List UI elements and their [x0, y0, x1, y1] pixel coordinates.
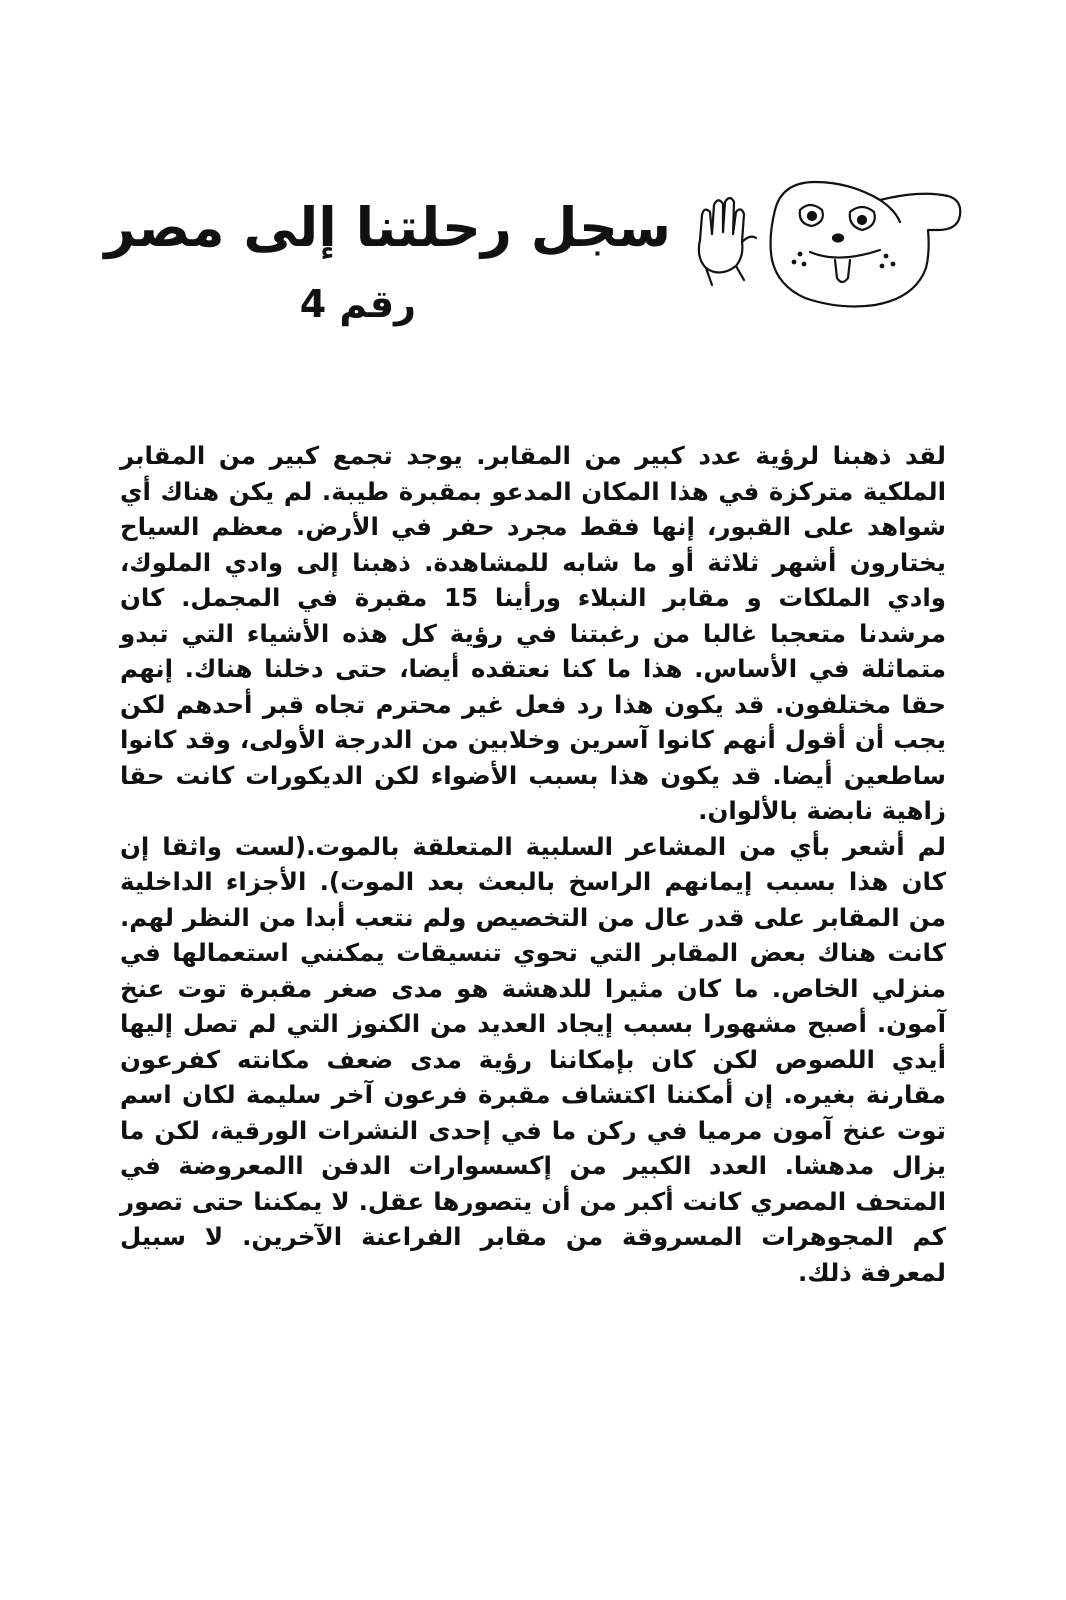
page-title: سجل رحلتنا إلى مصر [104, 196, 671, 259]
waving-dog-icon [690, 160, 980, 325]
journal-body [120, 438, 946, 1290]
paragraph: لقد ذهبنا لرؤية عدد كبير من المقابر. يوجد تجمع كبير من المقابر الملكية متركزة في هذا المكان المدعو بمقبرة طيبة. لم يكن هناك أي شواهد على القبور، إنها فقط مجرد حفر في الأرض. معظم السياح يختارون أشهر ثلاثة أو ما شابه للمشاهدة. ذهبنا إلى وادي الملوك، وادي الملكات و مقابر النبلاء ورأينا 15 مقبرة في المجمل. كان مرشدنا متعجبا غالبا من رغبتنا في رؤية كل هذه الأشياء التي تبدو متماثلة في الأساس. هذا ما كنا نعتقده أيضا، حتى دخلنا هناك. إنهم حقا مختلفون. قد يكون هذا رد فعل غير محترم تجاه قبر أحدهم لكن يجب أن أقول أنهم كانوا آسرين وخلابين من الدرجة الأولى، وقد كانوا ساطعين أيضا. قد يكون هذا بسبب الأضواء لكن الديكورات كانت حقا زاهية نابضة بالألوان. [120, 441, 946, 825]
paragraph: لم أشعر بأي من المشاعر السلبية المتعلقة بالموت.(لست واثقا إن كان هذا بسبب إيمانهم الراسخ بالبعث بعد الموت). الأجزاء الداخلية من المقابر على قدر عال من التخصيص ولم نتعب أبدا من النظر لهم. كانت هناك بعض المقابر التي تحوي تنسيقات يمكنني استعمالها في منزلي الخاص. ما كان مثيرا للدهشة هو مدى صغر مقبرة توت عنخ آمون. أصبح مشهورا بسبب إيجاد العديد من الكنوز التي لم تصل إليها أيدي اللصوص لكن كان بإمكاننا رؤية مدى ضعف مكانته كفرعون مقارنة بغيره. إن أمكننا اكتشاف مقبرة فرعون آخر سليمة لكان اسم توت عنخ آمون مرميا في ركن ما في إحدى النشرات الورقية، لكن ما يزال مدهشا. العدد الكبير من إكسسوارات الدفن االمعروضة في المتحف المصري كانت أكبر من أن يتصورها عقل. لا يمكننا حتى تصور كم المجوهرات المسروقة من مقابر الفراعنة الآخرين. لا سبيل لمعرفة ذلك. [120, 831, 946, 1287]
page-subtitle: رقم 4 [299, 282, 416, 326]
